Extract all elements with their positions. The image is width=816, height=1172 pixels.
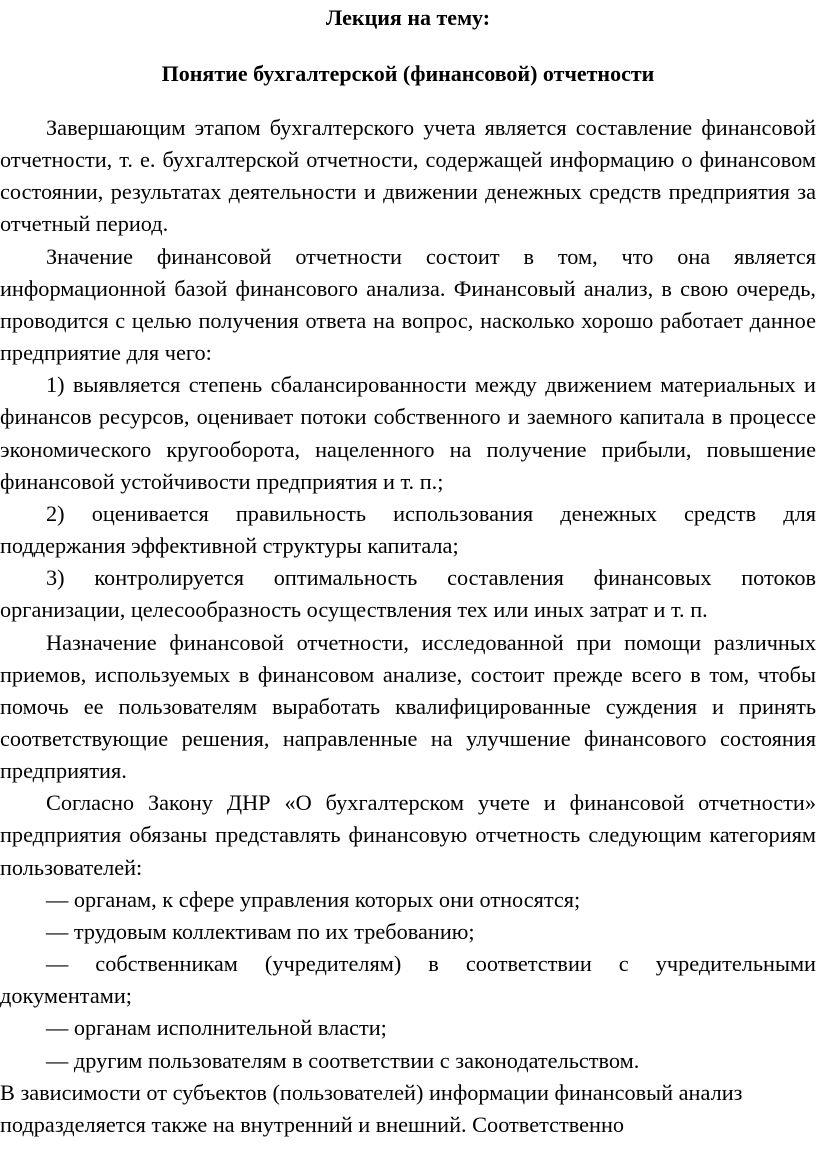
paragraph-intro: Завершающим этапом бухгалтерского учета является составление финансовой отчетности, т. е. бухгалтерской отчетности, содержащей информацию о финансовом состоянии, результатах деятельности и движении денежных средств предприятия за отчетный период. [0, 115, 816, 237]
list-item-1: 1) выявляется степень сбалансированности между движением материальных и финансов ресурсов, оценивает потоки собственного и заемного капитала в процессе экономического кругооборота, нацеленного на получение прибыли, повышение финансовой устойчивости предприятия и т. п.; [0, 372, 816, 494]
user-category-5: — другим пользователям в соответствии с законодательством. [46, 1047, 640, 1073]
paragraph-law: Согласно Закону ДНР «О бухгалтерском учете и финансовой отчетности» предприятия обязаны представлять финансовую отчетность следующим категориям пользователей: [0, 790, 816, 880]
list-item-3: 3) контролируется оптимальность составления финансовых потоков организации, целесообразность осуществления тех или иных затрат и т. п. [0, 565, 816, 623]
list-item-2: 2) оценивается правильность использования денежных средств для поддержания эффективной структуры капитала; [0, 500, 816, 559]
paragraph-purpose: Назначение финансовой отчетности, исследованной при помощи различных приемов, используемых в финансовом анализе, состоит прежде всего в том, чтобы помочь ее пользователям выработать квалифицированные суждения и принять соответствующие решения, направленные на улучшение финансового состояния предприятия. [0, 629, 816, 784]
user-category-1: — органам, к сфере управления которых они относятся; [46, 886, 581, 912]
user-category-4: — органам исполнительной власти; [46, 1015, 387, 1041]
lecture-body [0, 112, 816, 1141]
paragraph-analysis-types: В зависимости от субъектов (пользователей) информации финансовый анализ подразделяется также на внутренний и внешний. Соответственно [0, 1079, 743, 1137]
user-category-2: — трудовым коллективам по их требованию; [46, 918, 475, 944]
lecture-title: Лекция на тему: [325, 5, 491, 30]
lecture-subtitle: Понятие бухгалтерской (финансовой) отчетности [161, 61, 655, 86]
paragraph-significance: Значение финансовой отчетности состоит в том, что она является информационной базой финансового анализа. Финансовый анализ, в свою очередь, проводится с целью получения ответа на вопрос, насколько хорошо работает данное предприятие для чего: [0, 243, 816, 366]
user-category-3: — собственникам (учредителям) в соответствии с учредительными документами; [0, 951, 816, 1009]
